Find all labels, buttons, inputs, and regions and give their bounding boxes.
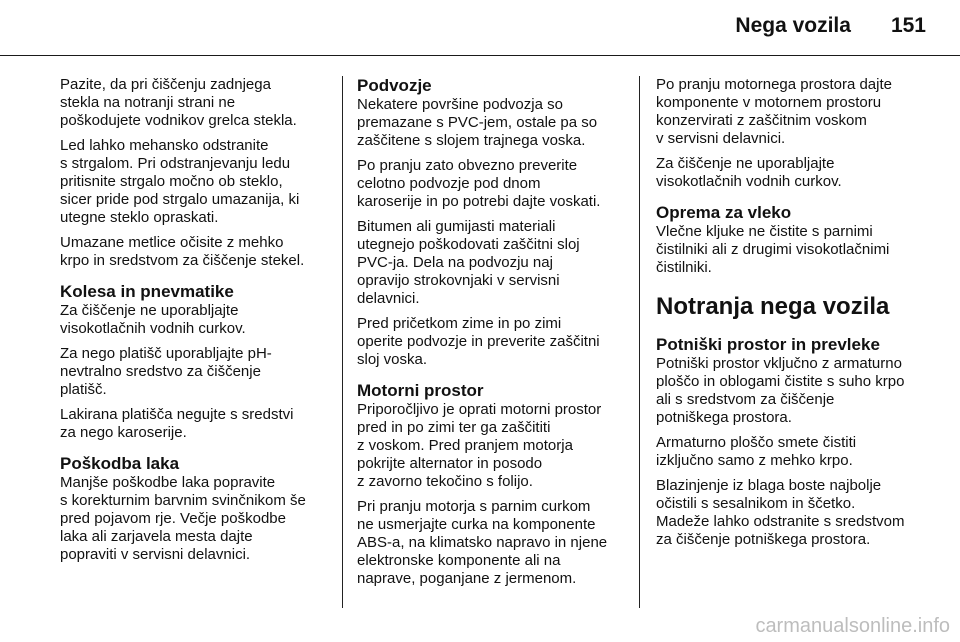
paragraph: Priporočljivo je oprati motorni prostor pred in po zimi ter ga zaščititi z voskom. Pred pranjem motorja pokrijte alternator in posodo z zavorno tekočino s folijo. xyxy=(357,401,602,490)
paragraph: Bitumen ali gumijasti materiali utegnejo poškodovati zaščitni sloj PVC-ja. Dela na podvozju naj opravijo strokovnjaki v servisni delavnici. xyxy=(357,218,580,307)
paragraph: Pred pričetkom zime in po zimi operite podvozje in preverite zaščitni sloj voska. xyxy=(357,315,600,368)
heading-kolesa: Kolesa in pnevmatike xyxy=(60,282,234,301)
paragraph: Led lahko mehansko odstranite s strgalom. Pri odstranjevanju ledu pritisnite strgalo močno ob steklo, sicer pride pod strgalo umazanija, ki utegne steklo opraskati. xyxy=(60,137,300,226)
paragraph: Za nego platišč uporabljajte pH- nevtralno sredstvo za čiščenje platišč. xyxy=(60,345,272,398)
paragraph: Pazite, da pri čiščenju zadnjega stekla na notranji strani ne poškodujete vodnikov grelca stekla. xyxy=(60,76,297,129)
heading-notranja-nega: Notranja nega vozila xyxy=(656,293,890,320)
paragraph: Vlečne kljuke ne čistite s parnimi čistilniki ali z drugimi visokotlačnimi čistilniki. xyxy=(656,223,890,276)
heading-oprema-za-vleko: Oprema za vleko xyxy=(656,203,792,222)
heading-podvozje: Podvozje xyxy=(357,76,432,95)
paragraph: Blazinjenje iz blaga boste najbolje očistili s sesalnikom in ščetko. Madeže lahko odstranite s sredstvom za čiščenje potniškega prostora. xyxy=(656,477,905,548)
header-rule xyxy=(0,55,960,56)
paragraph: Za čiščenje ne uporabljajte visokotlačnih vodnih curkov. xyxy=(656,155,842,190)
paragraph: Po pranju motornega prostora dajte komponente v motornem prostoru konzervirati z zaščitnim voskom v servisni delavnici. xyxy=(656,76,892,147)
heading-motorni-prostor: Motorni prostor xyxy=(357,381,484,400)
column-right xyxy=(656,76,952,556)
paragraph: Nekatere površine podvozja so premazane s PVC-jem, ostale pa so zaščitene s slojem trajnega voska. xyxy=(357,96,598,149)
paragraph: Umazane metlice očisite z mehko krpo in sredstvom za čiščenje stekel. xyxy=(60,234,305,269)
paragraph: Manjše poškodbe laka popravite s korekturnim barvnim svinčnikom še pred pojavom rje. Večje poškodbe laka ali zarjavela mesta dajte popraviti v servisni delavnici. xyxy=(60,474,306,563)
paragraph: Za čiščenje ne uporabljajte visokotlačnih vodnih curkov. xyxy=(60,302,246,337)
watermark: carmanualsonline.info xyxy=(755,615,950,637)
heading-potniski-prostor: Potniški prostor in prevleke xyxy=(656,335,880,354)
column-left xyxy=(60,76,332,571)
paragraph: Armaturno ploščo smete čistiti izključno samo z mehko krpo. xyxy=(656,434,857,469)
page-header xyxy=(735,14,926,38)
column-divider xyxy=(639,76,640,608)
paragraph: Lakirana platišča negujte s sredstvi za nego karoserije. xyxy=(60,406,294,441)
column-divider xyxy=(342,76,343,608)
column-middle xyxy=(357,76,627,595)
heading-poskodba-laka: Poškodba laka xyxy=(60,454,180,473)
paragraph: Pri pranju motorja s parnim curkom ne usmerjajte curka na komponente ABS-a, na klimatsko napravo in njene elektronske komponente ali na naprave, poganjane z jermenom. xyxy=(357,498,608,587)
paragraph: Potniški prostor vključno z armaturno ploščo in oblogami čistite s suho krpo ali s sredstvom za čiščenje potniškega prostora. xyxy=(656,355,905,426)
page-number: 151 xyxy=(890,14,926,37)
section-title: Nega vozila xyxy=(735,14,851,37)
paragraph: Po pranju zato obvezno preverite celotno podvozje pod dnom karoserije in po potrebi dajte voskati. xyxy=(357,157,601,210)
